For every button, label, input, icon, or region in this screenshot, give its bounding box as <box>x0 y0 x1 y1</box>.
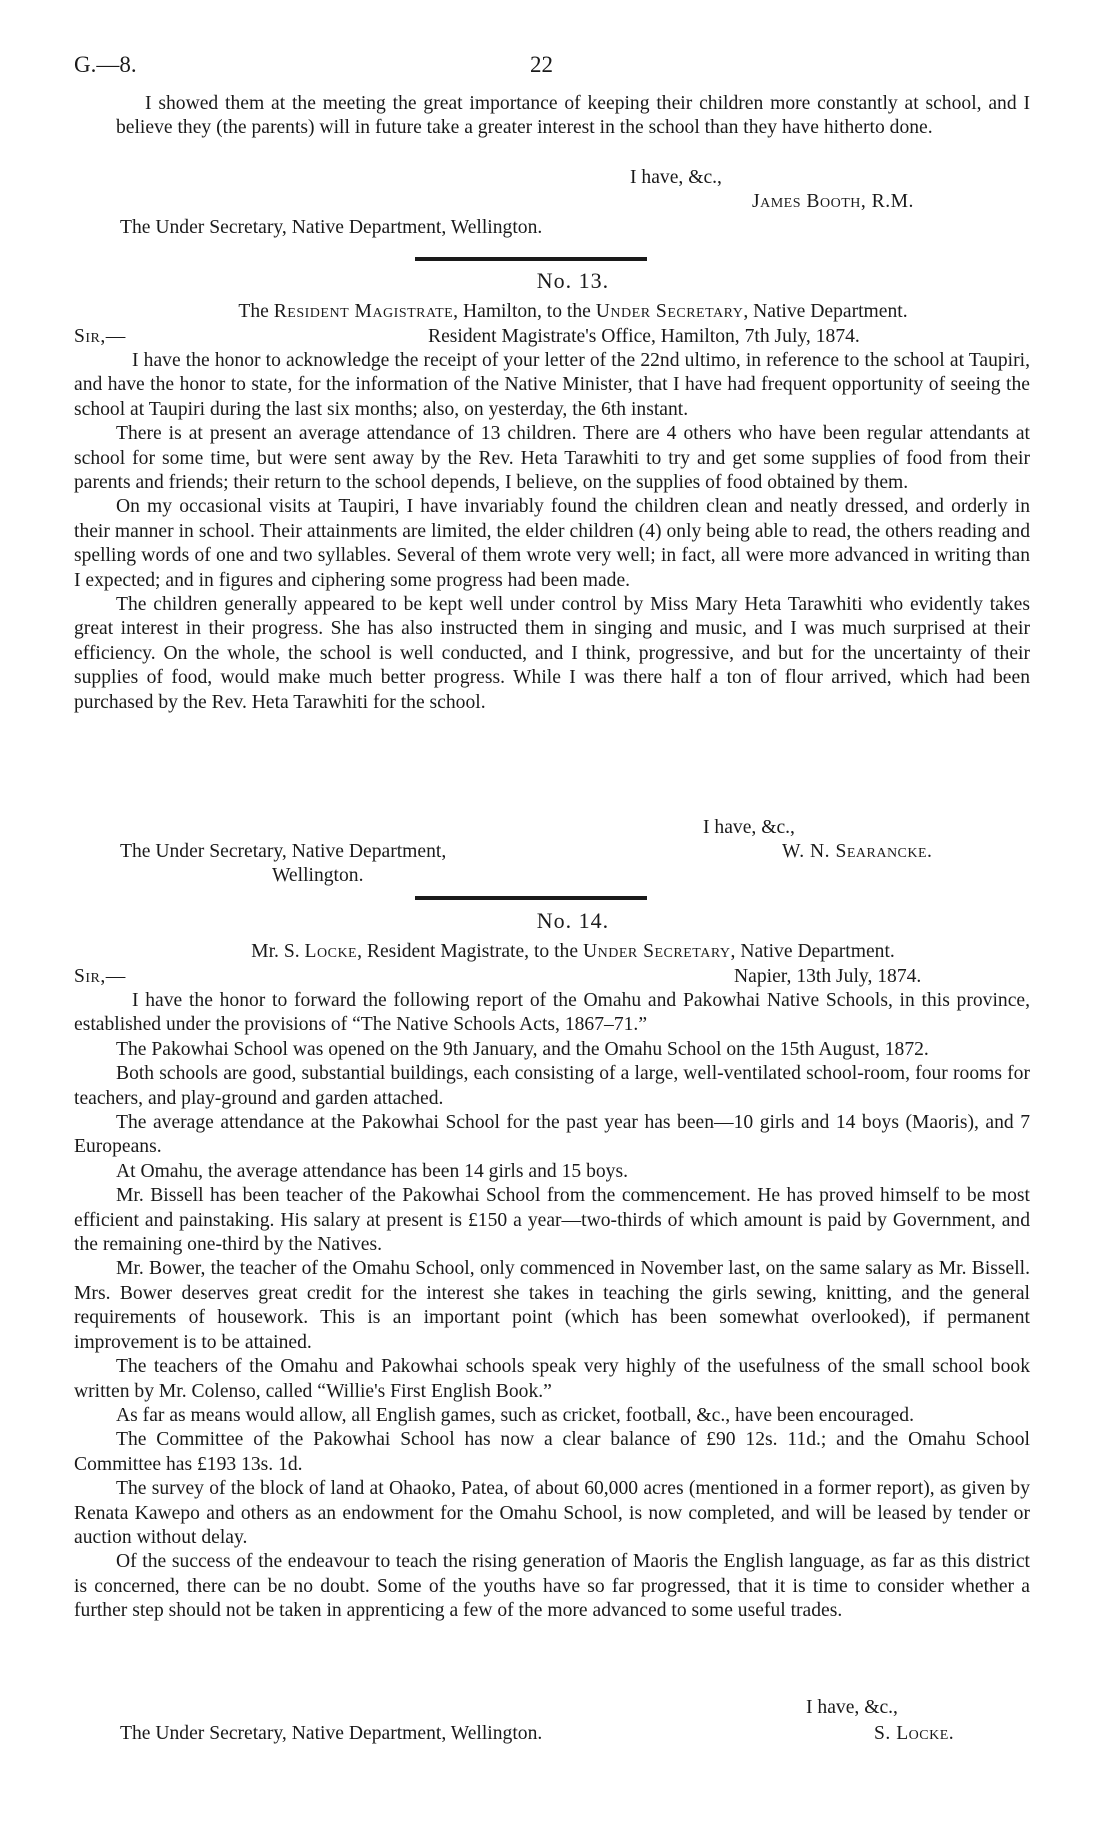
letter-14-paragraph: I have the honor to forward the following report of the Omahu and Pakowhai Native Schools, in this province, established under the provisions of “The Native Schools Acts, 1867–71.” <box>74 990 1030 1036</box>
letter-14-paragraph: Both schools are good, substantial buildings, each consisting of a large, well-ventilated school-room, four rooms for teachers, and play-ground and garden attached. <box>74 1063 1030 1109</box>
letter-14-signature: S. Locke. <box>874 1723 955 1744</box>
letter-14-body <box>74 989 1030 1624</box>
letter-13-paragraph: I have the honor to acknowledge the receipt of your letter of the 22nd ultimo, in reference to the school at Taupiri, and have the honor to state, for the information of the Native Minister, that I have had frequent opportunity of seeing the school at Taupiri during the last six months; also, on yesterday, the 6th instant. <box>74 350 1030 420</box>
letter-13-title: The Resident Magistrate, Hamilton, to the Under Secretary, Native Department. <box>238 301 908 322</box>
letter-14-paragraph: The teachers of the Omahu and Pakowhai schools speak very highly of the usefulness of the small school book written by Mr. Colenso, called “Willie's First English Book.” <box>74 1356 1030 1402</box>
letter-14-paragraph: Mr. Bissell has been teacher of the Pakowhai School from the commencement. He has proved himself to be most efficient and painstaking. His salary at present is £150 a year—two-thirds of which amount is paid by Government, and the remaining one-third by the Natives. <box>74 1185 1030 1256</box>
section-divider <box>415 896 647 900</box>
letter-14-paragraph: The average attendance at the Pakowhai School for the past year has been—10 girls and 14 boys (Maoris), and 7 Europeans. <box>74 1112 1030 1158</box>
letter-14-dateline: Napier, 13th July, 1874. <box>734 966 922 987</box>
letter-14-paragraph: The Pakowhai School was opened on the 9th January, and the Omahu School on the 15th August, 1872. <box>116 1038 929 1060</box>
letter-14-paragraph: Mr. Bower, the teacher of the Omahu School, only commenced in November last, on the same salary as Mr. Bissell. Mrs. Bower deserves great credit for the interest she takes in teaching the girls sewing, knitting, and the general requirements of housework. This is an important point (which has been somewhat overlooked), if permanent improvement is to be attained. <box>74 1258 1030 1353</box>
letter-13-dateline: Resident Magistrate's Office, Hamilton, 7th July, 1874. <box>428 326 860 347</box>
document-reference: G.—8. <box>74 52 137 77</box>
letter-13-closing: I have, &c., <box>703 817 795 838</box>
letter-14-paragraph: As far as means would allow, all English games, such as cricket, football, &c., have been encouraged. <box>116 1404 915 1426</box>
intro-signature: James Booth, R.M. <box>752 191 914 212</box>
letter-13-number: No. 13. <box>536 268 610 293</box>
letter-13-paragraph: On my occasional visits at Taupiri, I have invariably found the children clean and neatly dressed, and orderly in their manner in school. Their attainments are limited, the elder children (4) only being able to read, the others reading and spelling words of one and two syllables. Several of them wrote very well; in fact, all were more advanced in writing than I expected; and in figures and ciphering some progress had been made. <box>74 496 1030 591</box>
letter-13-paragraph: There is at present an average attendance of 13 children. There are 4 others who have been regular attendants at school for some time, but were sent away by the Rev. Heta Tarawhiti to try and get some supplies of food from their parents and friends; their return to the school depends, I believe, on the supplies of food obtained by them. <box>74 423 1030 494</box>
letter-14-title: Mr. S. Locke, Resident Magistrate, to the Under Secretary, Native Department. <box>251 941 895 962</box>
intro-addressee: The Under Secretary, Native Department, Wellington. <box>120 217 543 238</box>
letter-13-signature: W. N. Searancke. <box>782 841 933 862</box>
section-divider <box>415 257 647 261</box>
intro-paragraph: I showed them at the meeting the great importance of keeping their children more constantly at school, and I believe they (the parents) will in future take a greater interest in the school than they have hitherto done. <box>116 93 1030 139</box>
letter-14-number: No. 14. <box>536 908 610 933</box>
letter-13-body <box>74 349 1030 715</box>
letter-14-addressee: The Under Secretary, Native Department, Wellington. <box>120 1723 543 1744</box>
letter-14-paragraph: The Committee of the Pakowhai School has now a clear balance of £90 12s. 11d.; and the Omahu School Committee has £193 13s. 1d. <box>74 1429 1030 1475</box>
letter-13-addressee-city: Wellington. <box>272 865 364 886</box>
letter-13-paragraph: The children generally appeared to be kept well under control by Miss Mary Heta Tarawhiti who evidently takes great interest in their progress. She has also instructed them in singing and music, and I was much surprised at their efficiency. On the whole, the school is well conducted, and I think, progressive, and but for the uncertainty of their supplies of food, would make much better progress. While I was there half a ton of flour arrived, which had been purchased by the Rev. Heta Tarawhiti for the school. <box>74 594 1030 713</box>
letter-14-paragraph: The survey of the block of land at Ohaoko, Patea, of about 60,000 acres (mentioned in a former report), as given by Renata Kawepo and others as an endowment for the Omahu School, is now completed, and will be leased by tender or auction without delay. <box>74 1478 1030 1548</box>
intro-block <box>116 92 1030 141</box>
page-number: 22 <box>530 52 553 77</box>
letter-13-addressee: The Under Secretary, Native Department, <box>120 841 447 862</box>
letter-13-salutation: Sir,— <box>74 326 126 347</box>
letter-14-paragraph: At Omahu, the average attendance has been 14 girls and 15 boys. <box>116 1160 628 1182</box>
letter-14-closing: I have, &c., <box>806 1697 898 1718</box>
letter-14-salutation: Sir,— <box>74 966 126 987</box>
intro-closing: I have, &c., <box>630 167 722 188</box>
letter-14-paragraph: Of the success of the endeavour to teach the rising generation of Maoris the English language, as far as this district is concerned, there can be no doubt. Some of the youths have so far progressed, that it is time to consider whether a further step should not be taken in apprenticing a few of the more advanced to some useful trades. <box>74 1551 1030 1622</box>
